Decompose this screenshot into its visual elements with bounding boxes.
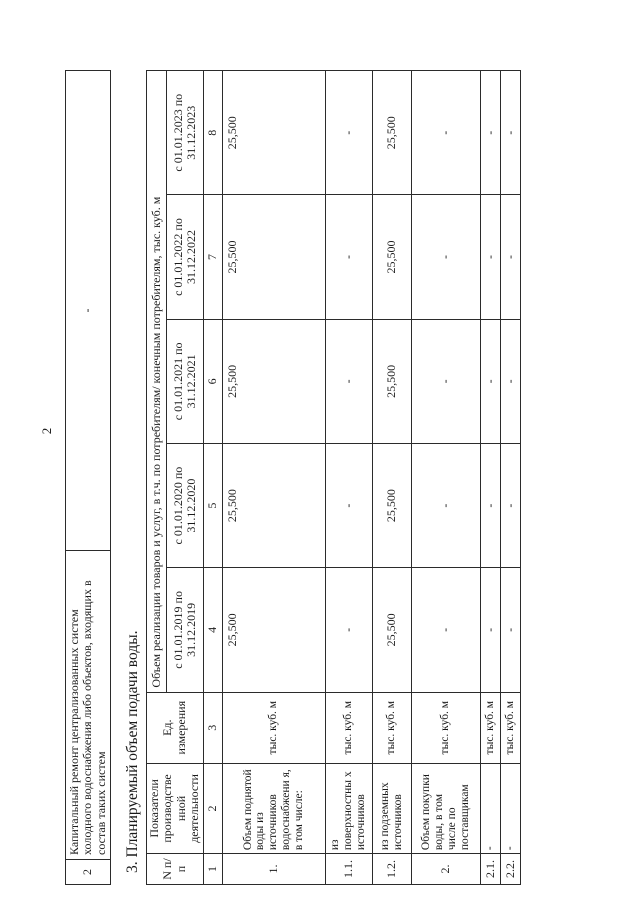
- header-unit: Ед. измерения: [147, 692, 204, 763]
- row-value-2020: 25,500: [222, 443, 325, 567]
- row-value-2019: -: [480, 568, 500, 692]
- top-row-number: 2: [66, 860, 111, 885]
- row-value-2022: 25,500: [372, 195, 411, 319]
- page-number: 2: [39, 427, 54, 435]
- column-index: 8: [203, 71, 222, 195]
- table-row: [500, 71, 520, 885]
- row-value-2022: -: [500, 195, 520, 319]
- row-value-2023: -: [480, 71, 500, 195]
- row-number: 1.2.: [372, 854, 411, 885]
- row-value-2021: 25,500: [222, 319, 325, 443]
- row-value-2019: 25,500: [222, 568, 325, 692]
- row-value-2022: -: [480, 195, 500, 319]
- table-row: [480, 71, 500, 885]
- row-unit: тыс. куб. м: [325, 692, 372, 763]
- top-table: [65, 70, 111, 885]
- header-group: Объем реализации товаров и услуг, в т.ч. по потребителям/ конечным потребителям, тыс. куб. м: [147, 71, 167, 693]
- table-row: [325, 71, 372, 885]
- row-number: 1.1.: [325, 854, 372, 885]
- row-value-2022: -: [325, 195, 372, 319]
- row-unit: тыс. куб. м: [411, 692, 480, 763]
- table-row: [372, 71, 411, 885]
- column-index: 4: [203, 568, 222, 692]
- row-number: 1.: [222, 854, 325, 885]
- column-index: 2: [203, 763, 222, 853]
- row-indicator: Объем поднятой воды из источников водоснабжени я, в том числе:: [222, 763, 325, 853]
- top-row-description: Капитальный ремонт централизованных систем холодного водоснабжения либо объектов, входящих в состав таких систем: [66, 551, 111, 860]
- row-indicator: -: [480, 763, 500, 853]
- header-period-2019: с 01.01.2019 по 31.12.2019: [167, 568, 204, 692]
- row-indicator: Объем покупки воды, в том числе по поставщикам: [411, 763, 480, 853]
- row-value-2019: 25,500: [372, 568, 411, 692]
- row-value-2019: -: [411, 568, 480, 692]
- row-value-2019: -: [325, 568, 372, 692]
- row-value-2020: -: [500, 443, 520, 567]
- row-value-2020: -: [325, 443, 372, 567]
- row-indicator: -: [500, 763, 520, 853]
- row-value-2023: -: [325, 71, 372, 195]
- row-value-2021: 25,500: [372, 319, 411, 443]
- row-value-2023: 25,500: [222, 71, 325, 195]
- header-period-2023: с 01.01.2023 по 31.12.2023: [167, 71, 204, 195]
- row-unit: тыс. куб. м: [372, 692, 411, 763]
- row-value-2019: -: [500, 568, 520, 692]
- header-indicator: Показатели производстве нной деятельности: [147, 763, 204, 853]
- header-row: [147, 71, 167, 885]
- row-value-2021: -: [411, 319, 480, 443]
- row-value-2023: 25,500: [372, 71, 411, 195]
- row-value-2020: -: [480, 443, 500, 567]
- column-index: 1: [203, 854, 222, 885]
- row-value-2023: -: [411, 71, 480, 195]
- row-unit: тыс. куб. м: [222, 692, 325, 763]
- table-row: [411, 71, 480, 885]
- row-value-2020: 25,500: [372, 443, 411, 567]
- column-index: 7: [203, 195, 222, 319]
- section-title: 3. Планируемый объем подачи воды.: [124, 630, 141, 873]
- row-value-2023: -: [500, 71, 520, 195]
- row-indicator: из поверхностны х источников: [325, 763, 372, 853]
- column-index: 3: [203, 692, 222, 763]
- table-row: [222, 71, 325, 885]
- column-index-row: [203, 71, 222, 885]
- row-value-2021: -: [325, 319, 372, 443]
- row-number: 2.1.: [480, 854, 500, 885]
- row-number: 2.2.: [500, 854, 520, 885]
- column-index: 5: [203, 443, 222, 567]
- header-period-2022: с 01.01.2022 по 31.12.2022: [167, 195, 204, 319]
- header-period-2021: с 01.01.2021 по 31.12.2021: [167, 319, 204, 443]
- row-value-2022: 25,500: [222, 195, 325, 319]
- column-index: 6: [203, 319, 222, 443]
- row-value-2021: -: [480, 319, 500, 443]
- header-period-2020: с 01.01.2020 по 31.12.2020: [167, 443, 204, 567]
- row-indicator: из подземных источников: [372, 763, 411, 853]
- row-unit: тыс. куб. м: [480, 692, 500, 763]
- header-num: N п/п: [147, 854, 204, 885]
- top-row-value: -: [66, 71, 111, 551]
- row-value-2022: -: [411, 195, 480, 319]
- row-value-2021: -: [500, 319, 520, 443]
- row-unit: тыс. куб. м: [500, 692, 520, 763]
- water-supply-table: [146, 70, 521, 885]
- row-number: 2.: [411, 854, 480, 885]
- top-table-row: [66, 71, 111, 885]
- row-value-2020: -: [411, 443, 480, 567]
